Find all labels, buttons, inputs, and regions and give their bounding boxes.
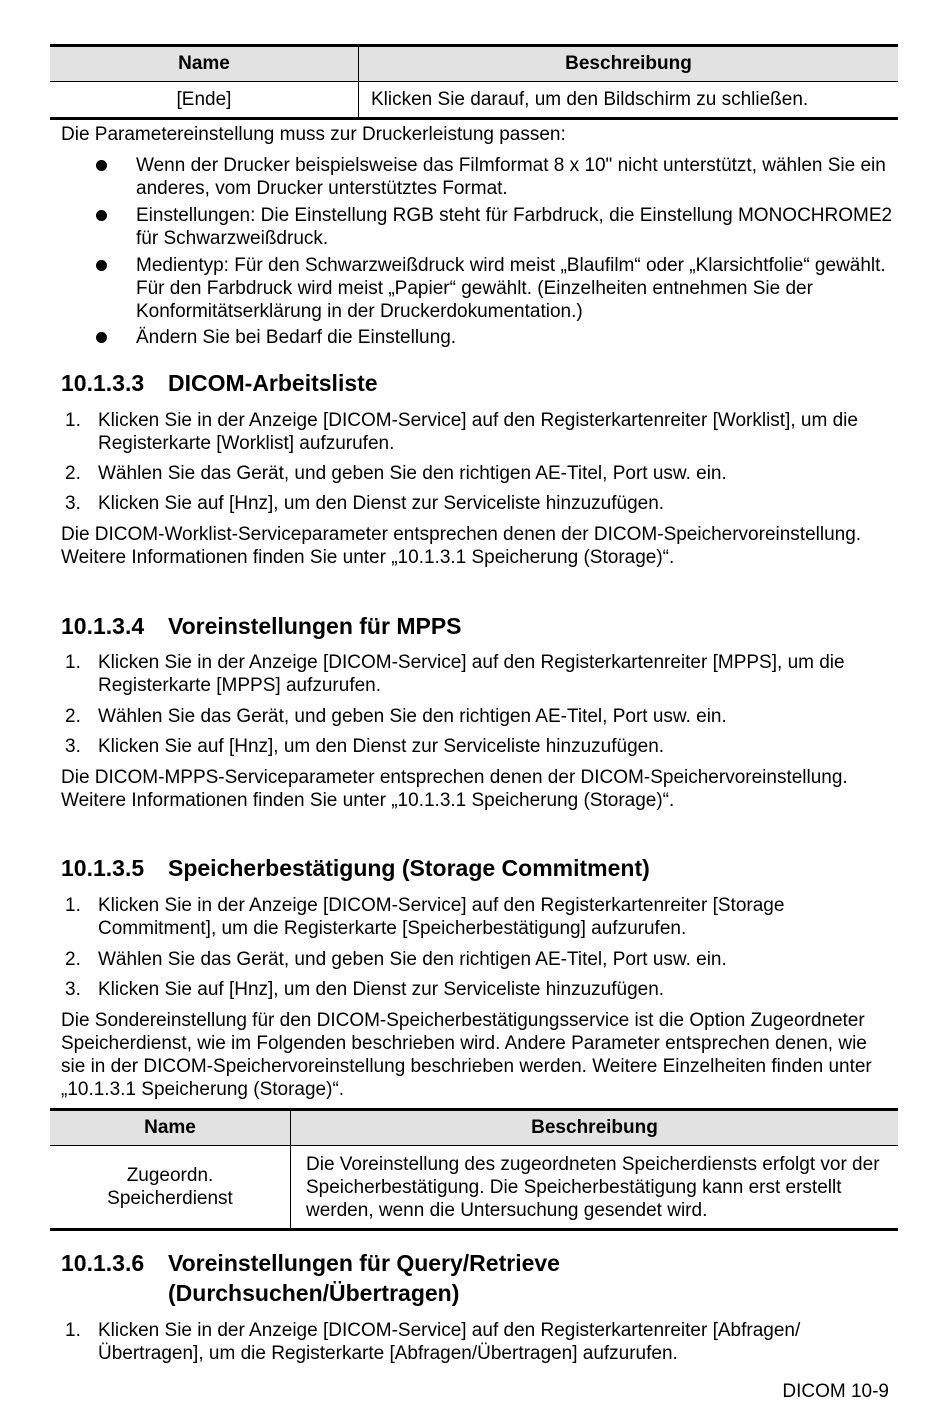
- bullet-text: Wenn der Drucker beispielsweise das Filmformat 8 x 10" nicht unterstützt, wählen Sie ein anderes, vom Drucker unterstütztes Format.: [136, 155, 886, 199]
- section-title: Voreinstellungen für Query/Retrieve (Durchsuchen/Übertragen): [168, 1250, 560, 1306]
- bullet-text: Ändern Sie bei Bedarf die Einstellung.: [136, 327, 457, 348]
- bullet-dot-icon: [96, 160, 107, 171]
- section-note: Die DICOM-MPPS-Serviceparameter entsprechen denen der DICOM-Speichervoreinstellung. Weitere Informationen finden Sie unter „10.1.3.1 Speicherung (Storage)“.: [61, 767, 848, 811]
- bullet-text: Medientyp: Für den Schwarzweißdruck wird meist „Blaufilm“ oder „Klarsichtfolie“ gewählt. Für den Farbdruck wird meist „Papier“ gewählt. (Einzelheiten entnehmen Sie der Konformitätserklärung in der Druckerdokumentation.): [136, 255, 886, 322]
- page-footer: DICOM 10-9: [782, 1381, 889, 1402]
- section-number: 10.1.3.4: [61, 613, 145, 639]
- step-text: Wählen Sie das Gerät, und geben Sie den richtigen AE-Titel, Port usw. ein.: [98, 949, 727, 970]
- section-title: Speicherbestätigung (Storage Commitment): [168, 855, 650, 881]
- section-note: Die Sondereinstellung für den DICOM-Speicherbestätigungsservice ist die Option Zugeordneter Speicherdienst, wie im Folgenden beschrieben wird. Andere Parameter entsprechen denen, wie sie in der DICOM-Speichervoreinstellung beschrieben werden. Weitere Einzelheiten finden unter „10.1.3.1 Speicherung (Storage)“.: [61, 1010, 872, 1100]
- bullet-dot-icon: [96, 210, 107, 221]
- table-header-description: Beschreibung: [359, 46, 899, 82]
- step-text: Klicken Sie in der Anzeige [DICOM-Service] auf den Registerkartenreiter [MPPS], um die Registerkarte [MPPS] aufzurufen.: [98, 652, 845, 696]
- table-header-row: [50, 46, 898, 82]
- step-text: Klicken Sie in der Anzeige [DICOM-Service] auf den Registerkartenreiter [Abfragen/Übertragen], um die Registerkarte [Abfragen/Übertragen] aufzurufen.: [98, 1320, 801, 1364]
- table-header-description: Beschreibung: [291, 1110, 899, 1146]
- step-text: Wählen Sie das Gerät, und geben Sie den richtigen AE-Titel, Port usw. ein.: [98, 463, 727, 484]
- table-cell-description: Klicken Sie darauf, um den Bildschirm zu schließen.: [359, 82, 899, 119]
- section-number: 10.1.3.3: [61, 370, 145, 396]
- table-cell-name: [Ende]: [50, 82, 359, 119]
- table-row: [50, 1146, 898, 1230]
- bullet-dot-icon: [96, 260, 107, 271]
- table-cell-description: Die Voreinstellung des zugeordneten Speicherdiensts erfolgt vor der Speicherbestätigung. Die Speicherbestätigung kann erst erstellt werden, wenn die Untersuchung gesendet wird.: [291, 1146, 899, 1230]
- table-header-name: Name: [50, 1110, 291, 1146]
- section-title: Voreinstellungen für MPPS: [168, 613, 462, 639]
- table-header-row: [50, 1110, 898, 1146]
- document-page: Name Beschreibung [Ende] Klicken Sie darauf, um den Bildschirm zu schließen. Die Parametereinstellung muss zur Druckerleistung passen: Wenn der Drucker beispielsweise das Filmformat 8 x 10" nicht unterstützt, wählen Sie ein anderes, vom Drucker unterstütztes Format. Einstellungen: Die Einstellung RGB steht für Farbdruck, die Einstellung MONOCHROME2 für Schwarzweißdruck. Medientyp: Für den Schwarzweißdruck wird meist „Blaufilm“ oder „Klarsichtfolie“ gewählt. Für den Farbdruck wird meist „Papier“ gewählt. (Einzelheiten entnehmen Sie der Konformitätserklärung in der Druckerdokumentation.) Ändern Sie bei Bedarf die Einstellung. 10.1.3.3 DICOM-Arbeitsliste 1. Klicken Sie in der Anzeige [DICOM-Service] auf den Registerkartenreiter [Worklist], um die Registerkarte [Worklist] aufzurufen. 2. Wählen Sie das Gerät, und geben Sie den richtigen AE-Titel, Port usw. ein. 3. Klicken Sie auf [Hnz], um den Dienst zur Serviceliste hinzuzufügen. Die DICOM-Worklist-Serviceparameter entsprechen denen der DICOM-Speichervoreinstellung. Weitere Informationen finden Sie unter „10.1.3.1 Speicherung (Storage)“. 10.1.3.4 Voreinstellungen für MPPS 1. Klicken Sie in der Anzeige [DICOM-Service] auf den Registerkartenreiter [MPPS], um die Registerkarte [MPPS] aufzurufen. 2. Wählen Sie das Gerät, und geben Sie den richtigen AE-Titel, Port usw. ein. 3. Klicken Sie auf [Hnz], um den Dienst zur Serviceliste hinzuzufügen. Die DICOM-MPPS-Serviceparameter entsprechen denen der DICOM-Speichervoreinstellung. Weitere Informationen finden Sie unter „10.1.3.1 Speicherung (Storage)“. 10.1.3.5 Speicherbestätigung (Storage Commitment) 1. Klicken Sie in der Anzeige [DICOM-Service] auf den Registerkartenreiter [Storage Commitment], um die Registerkarte [Speicherbestätigung] aufzurufen. 2. Wählen Sie das Gerät, und geben Sie den richtigen AE-Titel, Port usw. ein. 3. Klicken Sie auf [Hnz], um den Dienst zur Serviceliste hinzuzufügen. Die Sondereinstellung für den DICOM-Speicherbestätigungsservice ist die Option Zugeordneter Speicherdienst, wie im Folgenden beschrieben wird. Andere Parameter entsprechen denen, wie sie in der DICOM-Speichervoreinstellung beschrieben werden. Weitere Einzelheiten finden unter „10.1.3.1 Speicherung (Storage)“. Name Beschreibung Zugeordn. Speicherdienst Die Voreinstellung des zugeordneten Speicherdiensts erfolgt vor der Speicherbestätigung. Die Speicherbestätigung kann erst erstellt werden, wenn die Untersuchung gesendet wird. 10.1.3.6 Voreinstellungen für Query/Retrieve (Durchsuchen/Übertragen) 1. Klicken Sie in der Anzeige [DICOM-Service] auf den Registerkartenreiter [Abfragen/Übertragen], um die Registerkarte [Abfragen/Übertragen] aufzurufen. DICOM 10-9: [0, 0, 950, 1420]
- table-row: [50, 82, 898, 119]
- step-text: Klicken Sie auf [Hnz], um den Dienst zur Serviceliste hinzuzufügen.: [98, 493, 665, 514]
- step-text: Klicken Sie auf [Hnz], um den Dienst zur Serviceliste hinzuzufügen.: [98, 736, 665, 757]
- step-text: Klicken Sie in der Anzeige [DICOM-Service] auf den Registerkartenreiter [Storage Commitment], um die Registerkarte [Speicherbestätigung] aufzurufen.: [98, 895, 785, 939]
- step-text: Klicken Sie in der Anzeige [DICOM-Service] auf den Registerkartenreiter [Worklist], um die Registerkarte [Worklist] aufzurufen.: [98, 410, 858, 454]
- table-header-name: Name: [50, 46, 359, 82]
- section-title: DICOM-Arbeitsliste: [168, 370, 378, 396]
- section-number: 10.1.3.6: [61, 1250, 145, 1276]
- parameter-table-ende: [50, 44, 898, 120]
- section-number: 10.1.3.5: [61, 855, 145, 881]
- bullet-text: Einstellungen: Die Einstellung RGB steht für Farbdruck, die Einstellung MONOCHROME2 für Schwarzweißdruck.: [136, 205, 893, 249]
- parameter-table-storage-service: [50, 1108, 898, 1231]
- step-text: Klicken Sie auf [Hnz], um den Dienst zur Serviceliste hinzuzufügen.: [98, 979, 665, 1000]
- bullet-dot-icon: [96, 332, 107, 343]
- section-note: Die DICOM-Worklist-Serviceparameter entsprechen denen der DICOM-Speichervoreinstellung. Weitere Informationen finden Sie unter „10.1.3.1 Speicherung (Storage)“.: [61, 524, 862, 568]
- table-cell-name: Zugeordn. Speicherdienst: [50, 1146, 291, 1230]
- intro-paragraph: Die Parametereinstellung muss zur Druckerleistung passen:: [61, 124, 566, 145]
- step-text: Wählen Sie das Gerät, und geben Sie den richtigen AE-Titel, Port usw. ein.: [98, 706, 727, 727]
